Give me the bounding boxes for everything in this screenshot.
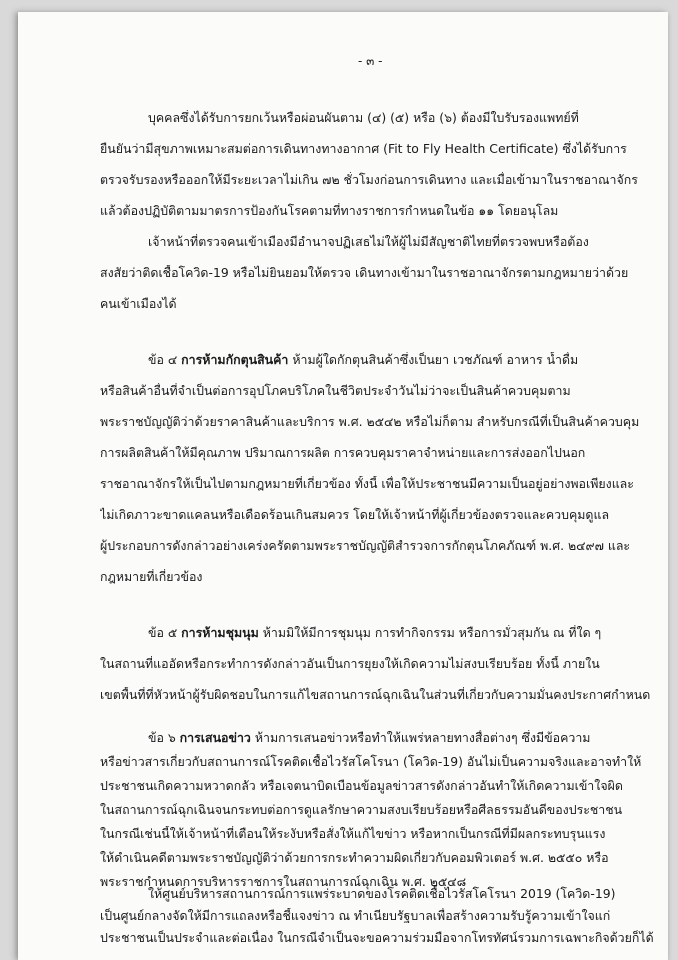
text-line: เขตพื้นที่ที่หัวหน้าผู้รับผิดชอบในการแก้ไขสถานการณ์ฉุกเฉินในส่วนที่เกี่ยวกับความมั่นคงประกาศกำหนด	[100, 687, 651, 702]
text-line: คนเข้าเมืองได้	[100, 296, 177, 311]
article-6-first-line	[148, 730, 660, 746]
text-line: บุคคลซึ่งได้รับการยกเว้นหรือผ่อนผันตาม (๔) (๕) หรือ (๖) ต้องมีใบรับรองแพทย์ที่	[148, 110, 579, 125]
article-number: ข้อ ๖	[148, 730, 180, 745]
page-number: - ๓ -	[358, 54, 383, 68]
article-heading: การห้ามชุมนุม	[181, 625, 259, 640]
text-line: ในกรณีเช่นนี้ให้เจ้าหน้าที่เตือนให้ระงับหรือสั่งให้แก้ไขข่าว หรือหากเป็นกรณีที่มีผลกระทบรุนแรง	[100, 826, 606, 841]
document-page	[18, 12, 668, 960]
text-line: แล้วต้องปฏิบัติตามมาตรการป้องกันโรคตามที่ทางราชการกำหนดในข้อ ๑๑ โดยอนุโลม	[100, 203, 559, 218]
article-5-first-line	[148, 625, 660, 641]
text-line: การผลิตสินค้าให้มีคุณภาพ ปริมาณการผลิต การควบคุมราคาจำหน่ายและการส่งออกไปนอก	[100, 445, 586, 460]
text-line: ให้ศูนย์บริหารสถานการณ์การแพร่ระบาดของโรคติดเชื้อไวรัสโคโรนา 2019 (โควิด-19)	[148, 886, 616, 901]
text-line: ยืนยันว่ามีสุขภาพเหมาะสมต่อการเดินทางทางอากาศ (Fit to Fly Health Certificate) ซึ่งได้รับการ	[100, 141, 627, 156]
article-heading: การห้ามกักตุนสินค้า	[181, 352, 289, 367]
text-line: ในสถานการณ์ฉุกเฉินจนกระทบต่อการดูแลรักษาความสงบเรียบร้อยหรือศีลธรรมอันดีของประชาชน	[100, 802, 623, 817]
text-line: ให้ดำเนินคดีตามพระราชบัญญัติว่าด้วยการกระทำความผิดเกี่ยวกับคอมพิวเตอร์ พ.ศ. ๒๕๕๐ หรือ	[100, 850, 609, 865]
text-line: เจ้าหน้าที่ตรวจคนเข้าเมืองมีอำนาจปฏิเสธไม่ให้ผู้ไม่มีสัญชาติไทยที่ตรวจพบหรือต้อง	[148, 234, 589, 249]
text-line: ตรวจรับรองหรือออกให้มีระยะเวลาไม่เกิน ๗๒ ชั่วโมงก่อนการเดินทาง และเมื่อเข้ามาในราชอาณาจักร	[100, 172, 638, 187]
article-number: ข้อ ๔	[148, 352, 182, 367]
article-text: ห้ามผู้ใดกักตุนสินค้าซึ่งเป็นยา เวชภัณฑ์ อาหาร น้ำดื่ม	[288, 352, 579, 367]
text-line: กฎหมายที่เกี่ยวข้อง	[100, 569, 203, 584]
text-line: ประชาชนเป็นประจำและต่อเนื่อง ในกรณีจำเป็นจะขอความร่วมมือจากโทรทัศน์รวมการเฉพาะกิจด้วยก็ได้	[100, 930, 654, 945]
article-heading: การเสนอข่าว	[179, 730, 251, 745]
text-line: สงสัยว่าติดเชื้อโควิด-19 หรือไม่ยินยอมให้ตรวจ เดินทางเข้ามาในราชอาณาจักรตามกฎหมายว่าด้วย	[100, 265, 629, 280]
text-line: เป็นศูนย์กลางจัดให้มีการแถลงหรือชี้แจงข่าว ณ ทำเนียบรัฐบาลเพื่อสร้างความรับรู้ความเข้าใจแก่	[100, 908, 611, 923]
text-line: หรือข่าวสารเกี่ยวกับสถานการณ์โรคติดเชื้อไวรัสโคโรนา (โควิด-19) อันไม่เป็นความจริงและอาจทำให้	[100, 754, 642, 769]
text-line: หรือสินค้าอื่นที่จำเป็นต่อการอุปโภคบริโภคในชีวิตประจำวันไม่ว่าจะเป็นสินค้าควบคุมตาม	[100, 383, 571, 398]
text-line: พระราชกำหนดการบริหารราชการในสถานการณ์ฉุกเฉิน พ.ศ. ๒๕๔๘	[100, 874, 467, 889]
text-line: ไม่เกิดภาวะขาดแคลนหรือเดือดร้อนเกินสมควร โดยให้เจ้าหน้าที่ผู้เกี่ยวข้องตรวจและควบคุมดูแล	[100, 507, 610, 522]
text-line: ประชาชนเกิดความหวาดกลัว หรือเจตนาบิดเบือนข้อมูลข่าวสารดังกล่าวอันทำให้เกิดความเข้าใจผิด	[100, 778, 623, 793]
text-line: ผู้ประกอบการดังกล่าวอย่างเคร่งครัดตามพระราชบัญญัติสำรวจการกักตุนโภคภัณฑ์ พ.ศ. ๒๔๙๗ และ	[100, 538, 631, 553]
text-line: ในสถานที่แออัดหรือกระทำการดังกล่าวอันเป็นการยุยงให้เกิดความไม่สงบเรียบร้อย ทั้งนี้ ภายใน	[100, 656, 600, 671]
text-line: ราชอาณาจักรให้เป็นไปตามกฎหมายที่เกี่ยวข้อง ทั้งนี้ เพื่อให้ประชาชนมีความเป็นอยู่อย่างพอเพียงและ	[100, 476, 634, 491]
article-4-first-line	[148, 352, 660, 368]
text-line: พระราชบัญญัติว่าด้วยราคาสินค้าและบริการ พ.ศ. ๒๕๔๒ หรือไม่ก็ตาม สำหรับกรณีที่เป็นสินค้าควบคุม	[100, 414, 640, 429]
article-text: ห้ามมิให้มีการชุมนุม การทำกิจกรรม หรือการมั่วสุมกัน ณ ที่ใด ๆ	[258, 625, 602, 640]
article-text: ห้ามการเสนอข่าวหรือทำให้แพร่หลายทางสื่อต่างๆ ซึ่งมีข้อความ	[250, 730, 591, 745]
article-number: ข้อ ๕	[148, 625, 182, 640]
